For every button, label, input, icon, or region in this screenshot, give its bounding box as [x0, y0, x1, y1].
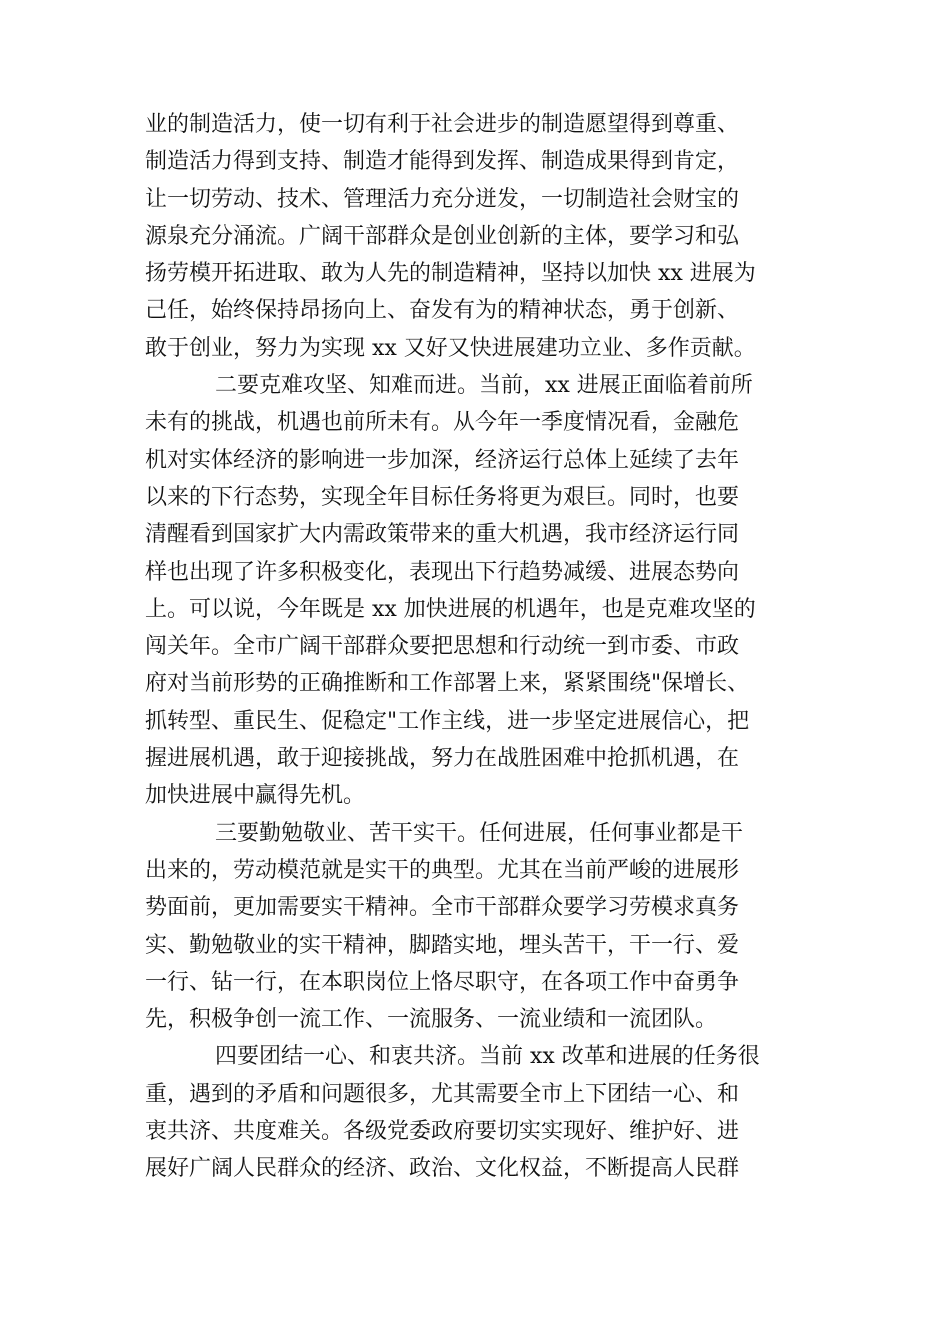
- text-line: 己任，始终保持昂扬向上、奋发有为的精神状态，勇于创新、: [145, 298, 740, 324]
- text-line: 未有的挑战，机遇也前所未有。从今年一季度情况看，金融危: [145, 410, 740, 436]
- text-line: 势面前，更加需要实干精神。全市干部群众要学习劳模求真务: [145, 895, 740, 921]
- text-line: 出来的，劳动模范就是实干的典型。尤其在当前严峻的进展形: [145, 857, 740, 883]
- text-line: 握进展机遇，敢于迎接挑战，努力在战胜困难中抢抓机遇，在: [145, 746, 740, 772]
- text-line: 一行、钻一行，在本职岗位上恪尽职守，在各项工作中奋勇争: [145, 969, 740, 995]
- body-text: [145, 106, 805, 1188]
- text-line: 业的制造活力，使一切有利于社会进步的制造愿望得到尊重、: [145, 112, 740, 137]
- text-line: 四要团结一心、和衷共济。当前 xx 改革和进展的任务很: [215, 1044, 760, 1070]
- text-line: 源泉充分涌流。广阔干部群众是创业创新的主体，要学习和弘: [145, 223, 740, 249]
- text-line: 衷共济、共度难关。各级党委政府要切实实现好、维护好、进: [145, 1119, 740, 1145]
- text-line: 让一切劳动、技术、管理活力充分迸发，一切制造社会财宝的: [145, 186, 740, 212]
- text-line: 抓转型、重民生、促稳定"工作主线，进一步坚定进展信心，把: [145, 708, 750, 734]
- text-line: 清醒看到国家扩大内需政策带来的重大机遇，我市经济运行同: [145, 522, 740, 548]
- text-line: 闯关年。全市广阔干部群众要把思想和行动统一到市委、市政: [145, 634, 740, 660]
- text-line: 实、勤勉敬业的实干精神，脚踏实地，埋头苦干，干一行、爱: [145, 932, 740, 958]
- text-line: 加快进展中赢得先机。: [145, 783, 366, 809]
- text-line: 敢于创业，努力为实现 xx 又好又快进展建功立业、多作贡献。: [145, 335, 756, 361]
- text-line: 展好广阔人民群众的经济、政治、文化权益，不断提高人民群: [145, 1156, 740, 1182]
- text-line: 府对当前形势的正确推断和工作部署上来，紧紧围绕"保增长、: [145, 671, 750, 697]
- text-line: 以来的下行态势，实现全年目标任务将更为艰巨。同时，也要: [145, 484, 740, 510]
- text-line: 先，积极争创一流工作、一流服务、一流业绩和一流团队。: [145, 1007, 718, 1033]
- text-line: 机对实体经济的影响进一步加深，经济运行总体上延续了去年: [145, 447, 740, 473]
- text-line: 二要克难攻坚、知难而进。当前，xx 进展正面临着前所: [215, 373, 753, 399]
- text-line: 样也出现了许多积极变化，表现出下行趋势减缓、进展态势向: [145, 559, 740, 585]
- text-line: 三要勤勉敬业、苦干实干。任何进展，任何事业都是干: [215, 820, 744, 846]
- text-line: 上。可以说，今年既是 xx 加快进展的机遇年，也是克难攻坚的: [145, 596, 756, 622]
- text-line: 扬劳模开拓进取、敢为人先的制造精神，坚持以加快 xx 进展为: [145, 261, 756, 287]
- text-line: 重，遇到的矛盾和问题很多，尤其需要全市上下团结一心、和: [145, 1081, 740, 1107]
- text-line: 制造活力得到支持、制造才能得到发挥、制造成果得到肯定，: [145, 149, 740, 175]
